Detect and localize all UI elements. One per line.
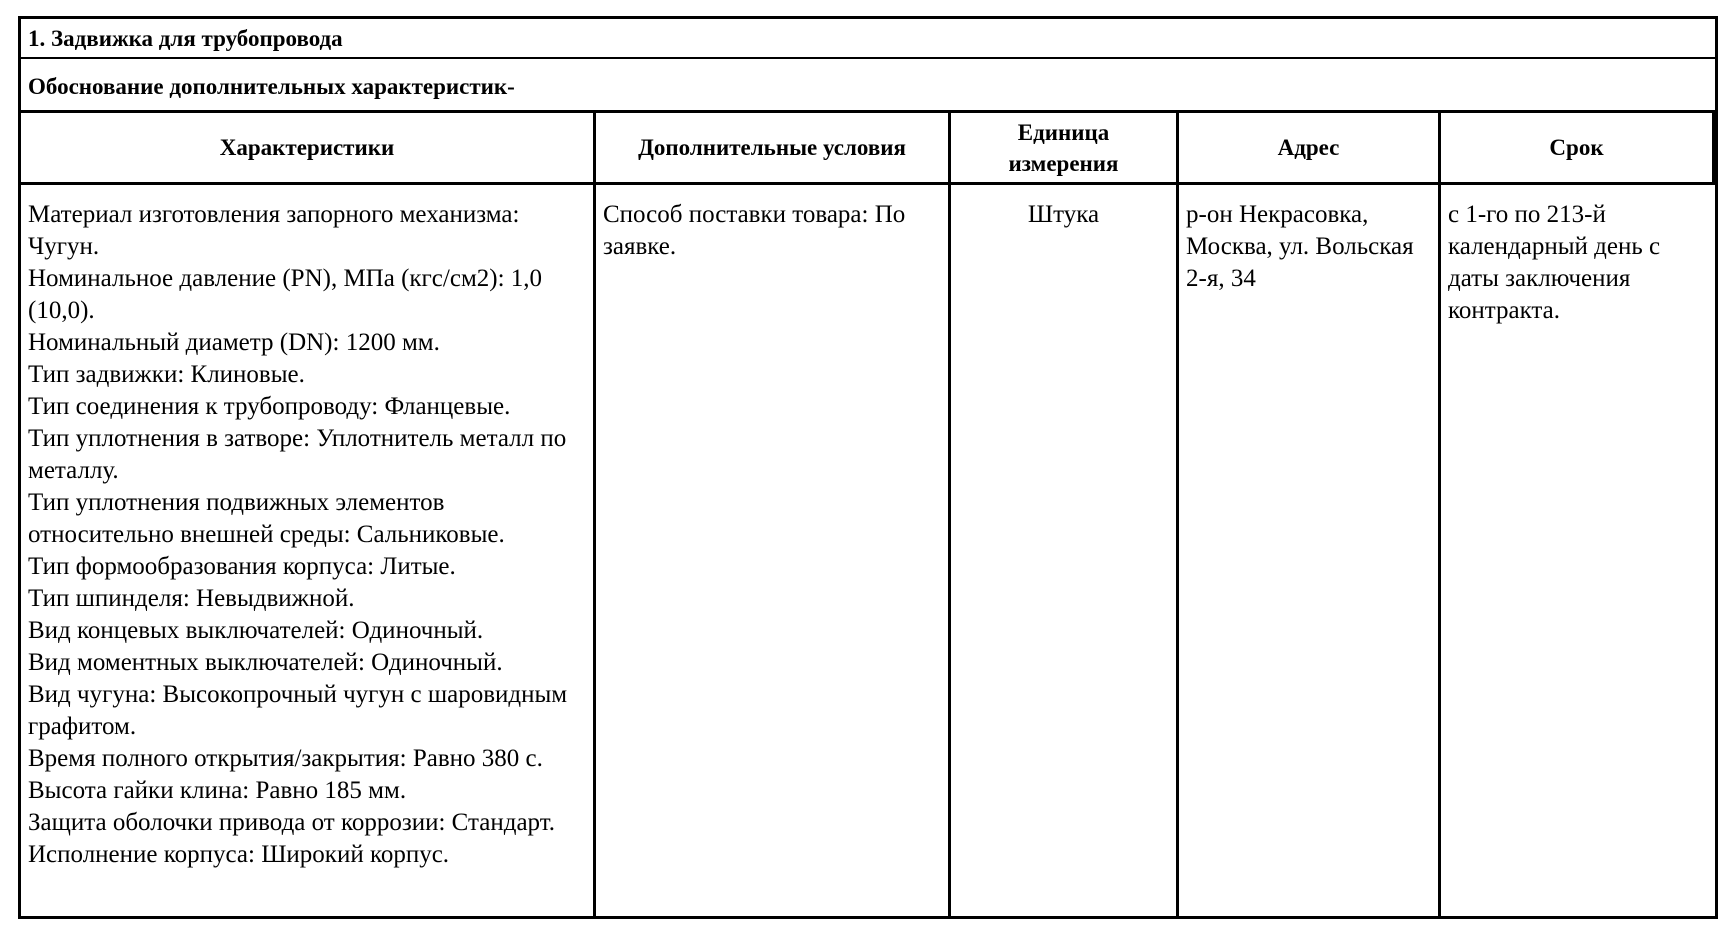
cell-term: с 1-го по 213-й календарный день с даты заключения контракта. [1448,201,1661,324]
header-characteristics: Характеристики [21,113,596,185]
cell-characteristics: Материал изготовления запорного механизма: Чугун. Номинальное давление (PN), МПа (кгс/см2): 1,0 (10,0). Номинальный диаметр (DN): 1200 мм. Тип задвижки: Клиновые. Тип соединения к трубопроводу: Фланцевые. Тип уплотнения в затворе: Уплотнитель металл по металлу. Тип уплотнения подвижных элементов относительно внешней среды: Сальниковые. Тип формообразования корпуса: Литые. Тип шпинделя: Невыдвижной. Вид концевых выключателей: Одиночный. Вид моментных выключателей: Одиночный. Вид чугуна: Высокопрочный чугун с шаровидным графитом. Время полного открытия/закрытия: Равно 380 с. Высота гайки клина: Равно 185 мм. Защита оболочки привода от коррозии: Стандарт. Исполнение корпуса: Широкий корпус. [21,185,596,916]
header-term: Срок [1441,113,1715,185]
header-unit [951,113,1179,185]
document-title: 1. Задвижка для трубопровода [21,19,1715,59]
document-table [18,16,1718,919]
cell-address: р-он Некрасовка, Москва, ул. Вольская 2-я, 34 [1179,185,1441,916]
cell-additional-conditions: Способ поставки товара: По заявке. [596,185,951,916]
header-address: Адрес [1179,113,1441,185]
header-unit-label: Единица измерения [1008,119,1119,176]
header-additional-conditions: Дополнительные условия [596,113,951,185]
spec-table [21,113,1715,916]
cell-unit: Штука [951,185,1179,916]
document-subtitle: Обоснование дополнительных характеристик- [21,59,1715,113]
